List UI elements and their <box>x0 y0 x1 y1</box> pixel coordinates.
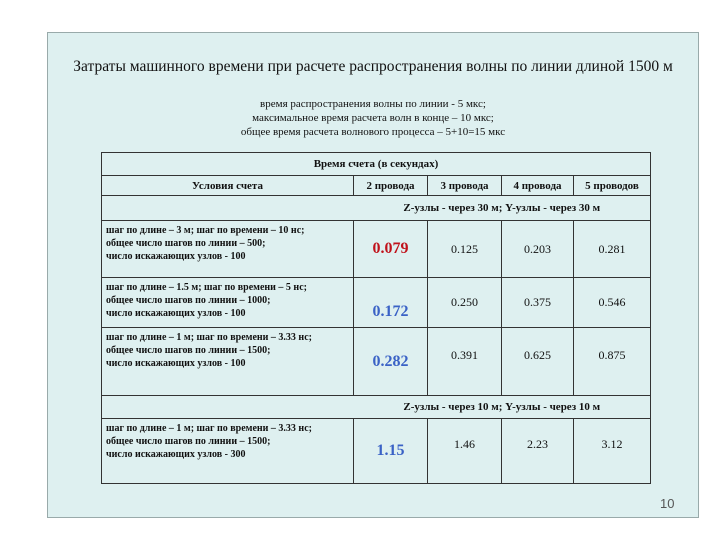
header-2: 2 провода <box>354 176 428 196</box>
value-cell: 0.203 <box>502 221 574 278</box>
table-row <box>102 278 651 328</box>
value-cell: 0.079 <box>354 221 428 278</box>
condition-cell: шаг по длине – 1 м; шаг по времени – 3.33 нс; общее число шагов по линии – 1500; число искажающих узлов - 300 <box>102 419 354 484</box>
condition-cell: шаг по длине – 3 м; шаг по времени – 10 нс; общее число шагов по линии – 500; число искажающих узлов - 100 <box>102 221 354 278</box>
value-cell: 1.15 <box>354 419 428 484</box>
subtitle <box>48 97 698 139</box>
value-cell: 0.546 <box>574 278 651 328</box>
value-cell: 1.46 <box>428 419 502 484</box>
value-cell: 3.12 <box>574 419 651 484</box>
page-number: 10 <box>660 496 675 511</box>
subtitle-line: время распространения волны по линии - 5 мкс; <box>260 98 486 110</box>
value-cell: 0.875 <box>574 328 651 396</box>
slide-title: Затраты машинного времени при расчете распространения волны по линии длиной 1500 м <box>73 58 673 75</box>
table-row <box>102 221 651 278</box>
value-cell: 0.282 <box>354 328 428 396</box>
value-cell: 0.391 <box>428 328 502 396</box>
header-conditions: Условия счета <box>102 176 354 196</box>
value-cell: 0.172 <box>354 278 428 328</box>
timing-table <box>101 152 651 484</box>
subtitle-line: общее время расчета волнового процесса – 5+10=15 мкс <box>240 126 506 138</box>
condition-cell: шаг по длине – 1 м; шаг по времени – 3.33 нс; общее число шагов по линии – 1500; число искажающих узлов - 100 <box>102 328 354 396</box>
header-5: 5 проводов <box>574 176 651 196</box>
group-header: Z-узлы - через 30 м; Y-узлы - через 30 м <box>354 196 651 221</box>
header-3: 3 провода <box>428 176 502 196</box>
value-cell: 0.250 <box>428 278 502 328</box>
slide <box>47 32 699 518</box>
header-4: 4 провода <box>502 176 574 196</box>
value-cell: 2.23 <box>502 419 574 484</box>
value-cell: 0.281 <box>574 221 651 278</box>
value-cell: 0.375 <box>502 278 574 328</box>
table-row <box>102 328 651 396</box>
table-row <box>102 419 651 484</box>
subtitle-line: максимальное время расчета волн в конце – 10 мкс; <box>252 112 494 124</box>
table-caption: Время счета (в секундах) <box>102 153 651 176</box>
value-cell: 0.625 <box>502 328 574 396</box>
value-cell: 0.125 <box>428 221 502 278</box>
group-header: Z-узлы - через 10 м; Y-узлы - через 10 м <box>354 396 651 419</box>
condition-cell: шаг по длине – 1.5 м; шаг по времени – 5 нс; общее число шагов по линии – 1000; число искажающих узлов - 100 <box>102 278 354 328</box>
